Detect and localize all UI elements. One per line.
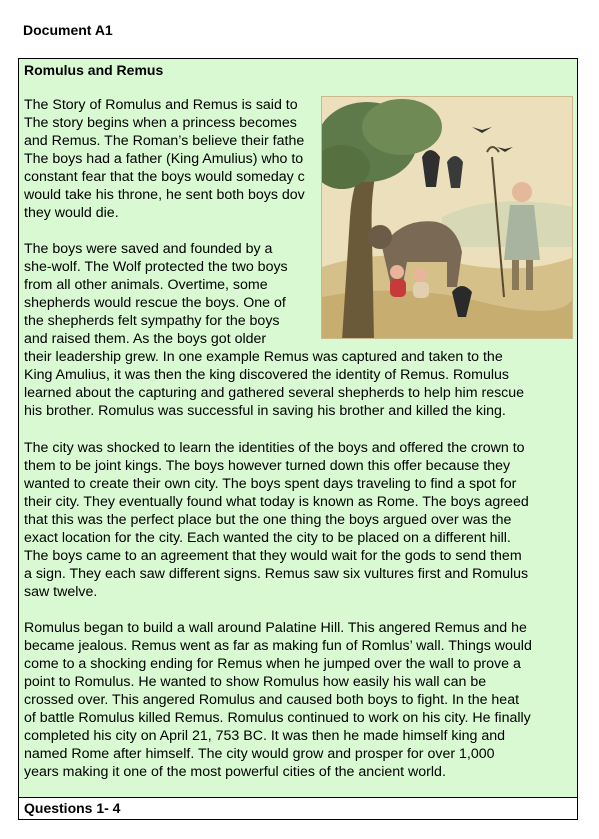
p2-line: the shepherds felt sympathy for the boys bbox=[24, 313, 280, 329]
p3-line: saw twelve. bbox=[24, 584, 98, 600]
document-label: Document A1 bbox=[23, 22, 113, 38]
questions-label: Questions 1- 4 bbox=[24, 800, 121, 816]
p2-line: shepherds would rescue the boys. One of bbox=[24, 295, 286, 311]
p1-line: The story begins when a princess becomes bbox=[24, 115, 297, 131]
p3-line: that this was the perfect place but the one thing the boys argued over was the bbox=[24, 512, 512, 528]
romulus-remus-illustration bbox=[321, 96, 573, 339]
p3-line: their city. They eventually found what today is known as Rome. The boys agreed bbox=[24, 494, 529, 510]
p4-line: years making it one of the most powerful cities of the ancient world. bbox=[24, 764, 446, 780]
passage-title: Romulus and Remus bbox=[24, 62, 164, 78]
p4-line: of battle Romulus killed Remus. Romulus continued to work on his city. He finally bbox=[24, 710, 531, 726]
p4-line: named Rome after himself. The city would grow and prosper for over 1,000 bbox=[24, 746, 495, 762]
questions-header-box bbox=[18, 798, 578, 820]
p3-line: a sign. They each saw different signs. Remus saw six vultures first and Romulus bbox=[24, 566, 529, 582]
p2-line: from all other animals. Overtime, some bbox=[24, 277, 268, 293]
p4-line: point to Romulus. He wanted to show Romulus how easily his wall can be bbox=[24, 674, 487, 690]
p2-line: and raised them. As the boys got older bbox=[24, 331, 267, 347]
paragraph-4 bbox=[24, 619, 574, 781]
p4-line: became jealous. Remus went as far as making fun of Romlus’ wall. Things would bbox=[24, 638, 532, 654]
she-wolf-scene-image bbox=[322, 97, 573, 339]
p2-line: learned about the capturing and gathered several shepherds to help him rescue bbox=[24, 385, 525, 401]
p3-line: them to be joint kings. The boys however turned down this offer because they bbox=[24, 458, 511, 474]
p1-line: The Story of Romulus and Remus is said to bbox=[24, 97, 298, 113]
p1-line: constant fear that the boys would someday c bbox=[24, 169, 305, 185]
p2-line: The boys were saved and founded by a bbox=[24, 241, 273, 257]
p4-line: completed his city on April 21, 753 BC. It was then he made himself king and bbox=[24, 728, 506, 744]
p2-line: she-wolf. The Wolf protected the two boys bbox=[24, 259, 288, 275]
p3-line: wanted to create their own city. The boys spent days traveling to find a spot for bbox=[24, 476, 517, 492]
p2-line: his brother. Romulus was successful in saving his brother and killed the king. bbox=[24, 403, 506, 419]
p3-line: exact location for the city. Each wanted the city to be placed on a different hill. bbox=[24, 530, 511, 546]
reading-passage-box bbox=[18, 58, 578, 798]
p2-line: King Amulius, it was then the king discovered the identity of Remus. Romulus bbox=[24, 367, 509, 383]
p4-line: crossed over. This angered Romulus and caused both boys to fight. In the heat bbox=[24, 692, 520, 708]
p1-line: and Remus. The Roman’s believe their fathe bbox=[24, 133, 305, 149]
paragraph-3 bbox=[24, 439, 574, 601]
p4-line: Romulus began to build a wall around Palatine Hill. This angered Remus and he bbox=[24, 620, 527, 636]
paragraph-1 bbox=[24, 96, 319, 222]
p3-line: The boys came to an agreement that they would wait for the gods to send them bbox=[24, 548, 522, 564]
p1-line: they would die. bbox=[24, 205, 119, 221]
p1-line: The boys had a father (King Amulius) who to bbox=[24, 151, 304, 167]
p2-line: their leadership grew. In one example Remus was captured and taken to the bbox=[24, 349, 503, 365]
p1-line: would take his throne, he sent both boys dov bbox=[24, 187, 305, 203]
p3-line: The city was shocked to learn the identities of the boys and offered the crown to bbox=[24, 440, 525, 456]
p4-line: come to a shocking ending for Remus when he jumped over the wall to prove a bbox=[24, 656, 521, 672]
